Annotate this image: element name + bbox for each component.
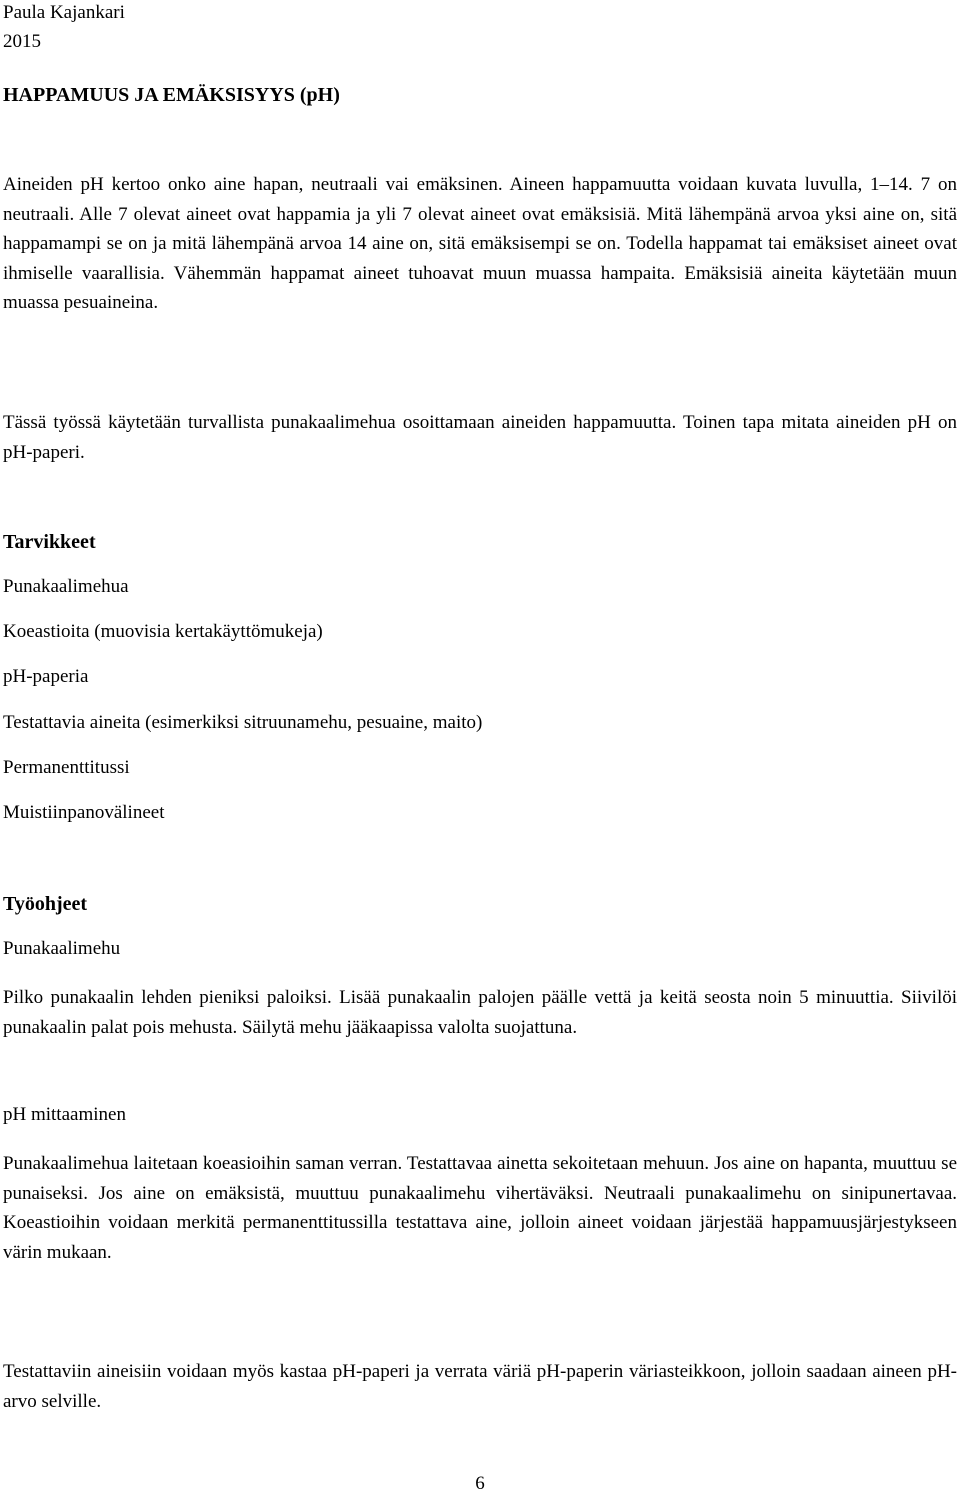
supply-item: Punakaalimehua xyxy=(3,576,129,597)
ph-paper-instructions: Testattaviin aineisiin voidaan myös kastaa pH-paperi ja verrata väriä pH-paperin väriasteikkoon, jolloin saadaan aineen pH-arvo selville. xyxy=(3,1361,957,1412)
page-title: HAPPAMUUS JA EMÄKSISYYS (pH) xyxy=(3,84,340,106)
intro-paragraph-2: Tässä työssä käytetään turvallista punakaalimehua osoittamaan aineiden happamuutta. Toinen tapa mitata aineiden pH on pH-paperi. xyxy=(3,412,957,463)
document-year: 2015 xyxy=(3,31,41,52)
supply-item: Testattavia aineita (esimerkiksi sitruunamehu, pesuaine, maito) xyxy=(3,712,483,733)
juice-subheading: Punakaalimehu xyxy=(3,938,121,959)
juice-instructions: Pilko punakaalin lehden pieniksi paloiksi. Lisää punakaalin palojen päälle vettä ja keitä seosta noin 5 minuuttia. Siivilöi punakaalin palat pois mehusta. Säilytä mehu jääkaapissa valolta suojattuna. xyxy=(3,987,957,1038)
supply-item: Koeastioita (muovisia kertakäyttömukeja) xyxy=(3,621,323,642)
measuring-subheading: pH mittaaminen xyxy=(3,1104,126,1125)
measuring-instructions: Punakaalimehua laitetaan koeasioihin saman verran. Testattavaa ainetta sekoitetaan mehuun. Jos aine on hapanta, muuttuu se punaiseksi. Jos aine on emäksistä, muuttuu punakaalimehu vihertäväksi. Neutraali punakaalimehu on sinipunertavaa. Koeastioihin voidaan merkitä permanenttitussilla testattava aine, jolloin aineet voidaan järjestää happamuusjärjestykseen värin mukaan. xyxy=(3,1153,957,1263)
supplies-heading: Tarvikkeet xyxy=(3,531,96,553)
supply-item: Muistiinpanovälineet xyxy=(3,802,165,823)
intro-paragraph-1: Aineiden pH kertoo onko aine hapan, neutraali vai emäksinen. Aineen happamuutta voidaan kuvata luvulla, 1–14. 7 on neutraali. Alle 7 olevat aineet ovat happamia ja yli 7 olevat aineet ovat emäksisiä. Mitä lähempänä arvoa yksi aine on, sitä happamampi se on ja mitä lähempänä arvoa 14 aine on, sitä emäksisempi se on. Todella happamat tai emäksiset aineet ovat ihmiselle vaarallisia. Vähemmän happamat aineet tuhoavat muun muassa hampaita. Emäksisiä aineita käytetään muun muassa pesuaineina. xyxy=(3,174,957,313)
supply-item: Permanenttitussi xyxy=(3,757,130,778)
instructions-heading: Työohjeet xyxy=(3,893,88,915)
page-number: 6 xyxy=(475,1473,485,1494)
author-name: Paula Kajankari xyxy=(3,2,125,23)
supply-item: pH-paperia xyxy=(3,666,89,687)
